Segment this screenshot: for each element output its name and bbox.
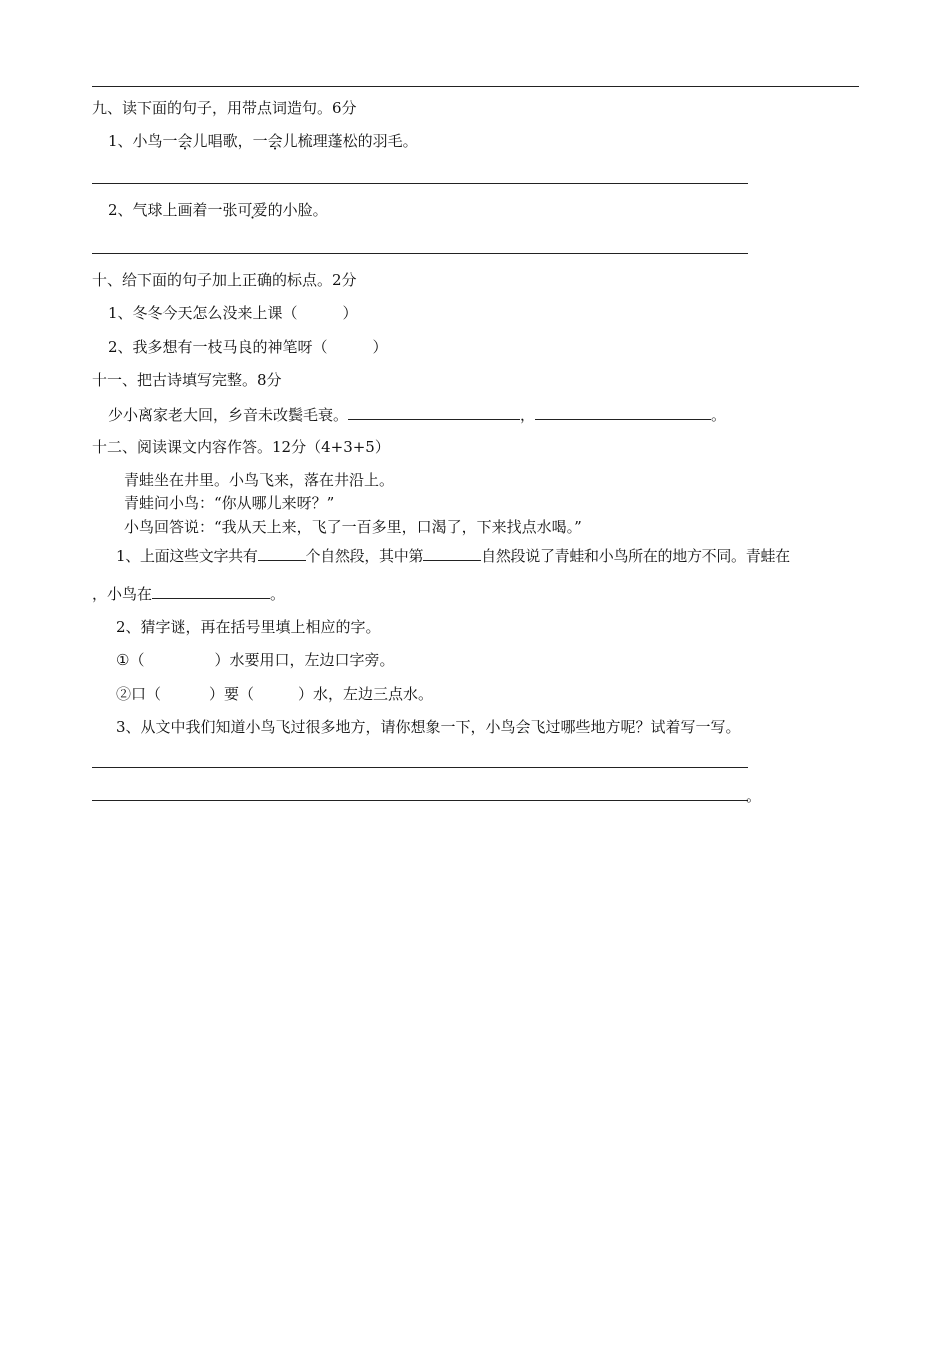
paragraph-count-blank[interactable] [258,545,306,561]
dotted-word: 一会儿 [162,132,208,150]
q12-answer-line-1[interactable] [92,767,748,768]
q12-answer-line-2[interactable] [92,800,748,801]
q12-item-2: 2、猜字谜，再在括号里填上相应的字。 [116,618,381,636]
dotted-word: 一会儿 [252,132,298,150]
passage-paragraph-3: 小鸟回答说：“我从天上来，飞了一百多里，口渴了，下来找点水喝。” [124,518,582,536]
q9-sentence-1: 1、小鸟一会儿唱歌，一会儿梳理蓬松的羽毛。 [108,132,418,150]
paragraph-number-blank[interactable] [423,545,481,561]
q9-sentence-2: 2、气球上画着一张可爱的小脸。 [108,201,328,219]
dotted-word: 可爱 [237,201,268,219]
riddle-1: ①（ ）水要用口，左边口字旁。 [116,651,395,669]
q10-title: 十、给下面的句子加上正确的标点。2分 [92,271,357,289]
q10-sentence-2[interactable]: 2、我多想有一枝马良的神笔呀（ ） [108,338,388,356]
q9-answer-line-2[interactable] [92,253,748,254]
top-rule [92,86,859,87]
q12-item-1-cont: ，小鸟在 。 [92,585,286,603]
bird-location-blank[interactable] [152,583,270,599]
q12-item-1: 1、上面这些文字共有 个自然段，其中第 自然段说了青蛙和小鸟所在的地方不同。青蛙在 [116,547,790,565]
q10-sentence-1[interactable]: 1、冬冬今天怎么没来上课（ ） [108,304,358,322]
q9-title: 九、读下面的句子，用带点词造句。6分 [92,99,357,117]
q12-item-3: 3、从文中我们知道小鸟飞过很多地方，请你想象一下，小鸟会飞过哪些地方呢？试着写一写。 [116,718,741,736]
q11-poem-line: 少小离家老大回，乡音未改鬓毛衰。 ， 。 [108,406,727,424]
poem-blank-1[interactable] [348,404,520,420]
q11-title: 十一、把古诗填写完整。8分 [92,371,282,389]
q12-end-mark: 。 [746,787,762,805]
q9-answer-line-1[interactable] [92,183,748,184]
passage-paragraph-2: 青蛙问小鸟：“你从哪儿来呀？” [124,494,335,512]
q12-title: 十二、阅读课文内容作答。12分（4+3+5） [92,438,390,456]
passage-paragraph-1: 青蛙坐在井里。小鸟飞来，落在井沿上。 [124,471,395,489]
poem-blank-2[interactable] [535,404,711,420]
riddle-2: ②口（ ）要（ ）水，左边三点水。 [116,685,434,703]
